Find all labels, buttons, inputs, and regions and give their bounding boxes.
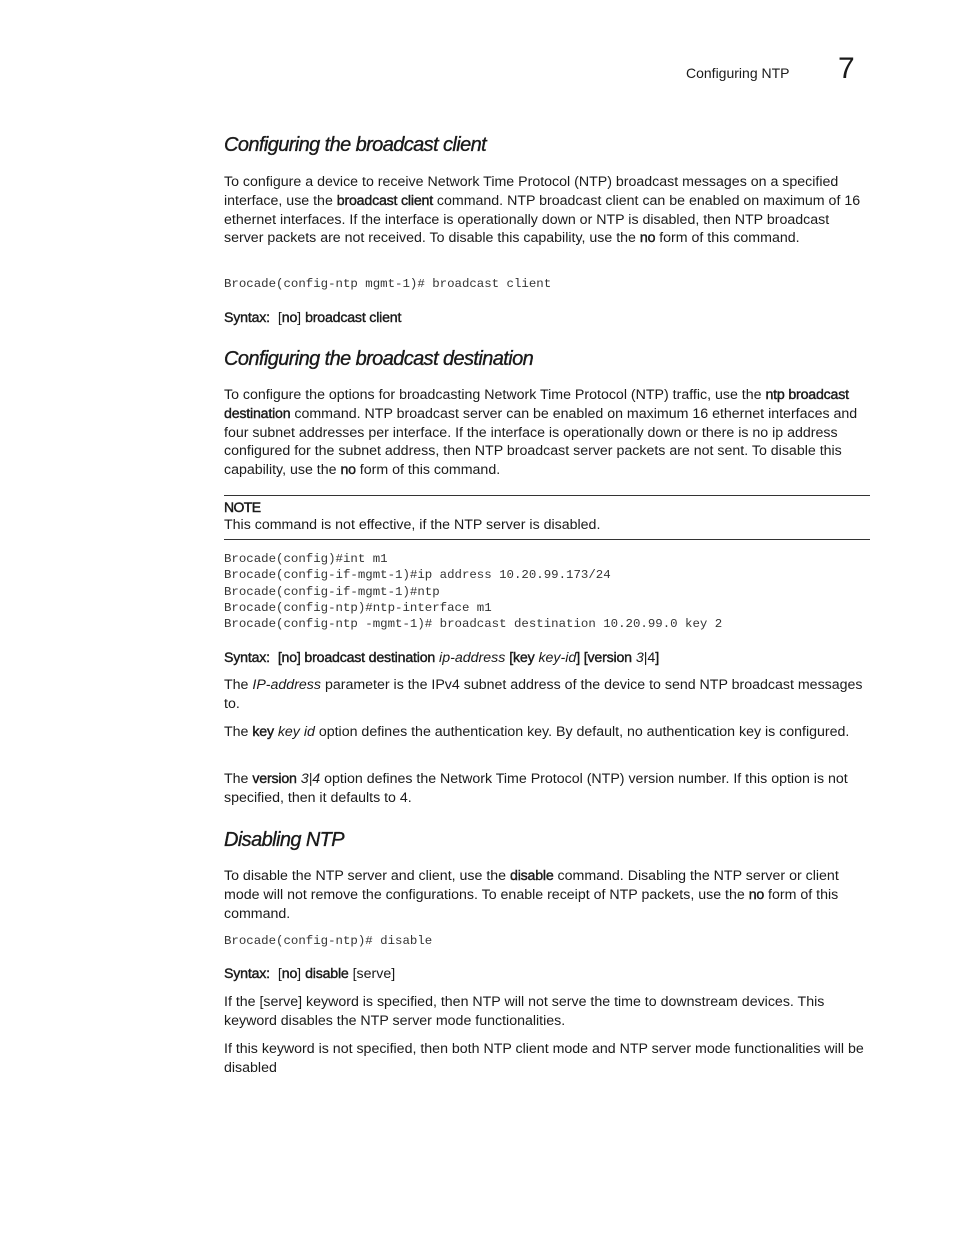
text: The — [224, 724, 253, 740]
syntax-broadcast-client — [224, 309, 870, 327]
command-keyword: ntp broadcast destination — [224, 387, 849, 422]
running-header-title: Configuring NTP — [686, 65, 790, 81]
parameter: key-id — [538, 650, 577, 666]
note-text: This command is not effective, if the NTP server is disabled. — [224, 517, 601, 533]
command-keyword: no — [281, 310, 298, 326]
parameter: key id — [277, 724, 315, 740]
paragraph-broadcast-client-intro — [224, 173, 870, 248]
parameter: 3 — [635, 650, 644, 666]
text: The — [224, 677, 253, 693]
heading-disabling-ntp: Disabling NTP — [224, 829, 345, 851]
heading-broadcast-destination: Configuring the broadcast destination — [224, 348, 534, 370]
paragraph-serve-keyword: If the [serve] keyword is specified, then NTP will not serve the time to downstream devices. This keyword disables the NTP server mode functionalities. — [224, 994, 825, 1029]
bracket: ] — [297, 966, 302, 982]
optional-keyword: [serve] — [352, 966, 396, 982]
bracket: [ — [277, 310, 282, 326]
text: form of this command. — [355, 462, 501, 479]
text: The — [224, 771, 253, 787]
note-top-rule — [224, 495, 870, 496]
code-example-disable: Brocade(config-ntp)# disable — [224, 934, 433, 948]
text: option defines the authentication key. By default, no authentication key is configured. — [314, 724, 850, 740]
command-keyword: [no] broadcast destination — [277, 650, 436, 666]
code-example-broadcast-client: Brocade(config-ntp mgmt-1)# broadcast client — [224, 277, 552, 291]
command-keyword: version — [252, 771, 297, 787]
paragraph-version — [224, 770, 870, 808]
separator: | — [643, 650, 648, 666]
paragraph-ip-address — [224, 676, 870, 714]
syntax-label: Syntax: — [224, 650, 270, 666]
note-label: NOTE — [224, 499, 261, 515]
command-keyword: key — [252, 724, 274, 740]
paragraph-broadcast-destination-intro — [224, 386, 870, 480]
text: parameter is the IPv4 subnet address of the device to send NTP broadcast messages to. — [224, 677, 863, 712]
command-keyword: disable — [305, 966, 349, 982]
text: To configure a device to receive Network Time Protocol (NTP) broadcast messages on a specified interface, use the — [224, 174, 839, 209]
command-keyword: no — [281, 966, 298, 982]
bracket: [ — [277, 966, 282, 982]
syntax-label: Syntax: — [224, 310, 270, 326]
text: form of this command. — [224, 886, 839, 922]
chapter-number: 7 — [838, 52, 855, 85]
command-keyword: [key — [509, 650, 535, 666]
paragraph-keyword-not-specified: If this keyword is not specified, then both NTP client mode and NTP server mode functionalities will be disabled — [224, 1041, 864, 1076]
text: command. NTP broadcast server can be enabled on maximum 16 ethernet interfaces and four subnet addresses per interface. If the interface is operationally down or there is no ip address configured for the subnet address, then NTP broadcast server packets are not sent. To disable this capability, use the — [224, 405, 858, 479]
command-keyword: ] — [655, 650, 660, 666]
syntax-broadcast-destination — [224, 649, 870, 667]
command-keyword: no — [639, 230, 656, 247]
command-keyword: broadcast client — [305, 310, 402, 326]
text: option defines the Network Time Protocol (NTP) version number. If this option is not specified, then it defaults to 4. — [224, 771, 848, 806]
paragraph-key-id — [224, 723, 870, 742]
code-example-broadcast-destination: Brocade(config)#int m1 Brocade(config-if-mgmt-1)#ip address 10.20.99.173/24 Brocade(config-if-mgmt-1)#ntp Brocade(config-ntp)#ntp-interface m1 Brocade(config-ntp -mgmt-1)# broadcast destination 10.20.99.0 key 2 — [224, 552, 723, 632]
text: To configure the options for broadcasting Network Time Protocol (NTP) traffic, use the — [224, 387, 766, 403]
text: To disable the NTP server and client, use the — [224, 868, 511, 884]
command-keyword: ] [version — [576, 650, 632, 666]
syntax-label: Syntax: — [224, 966, 270, 982]
parameter: IP-address — [252, 677, 321, 693]
parameter: 3|4 — [300, 771, 321, 787]
text: command. Disabling the NTP server or client mode will not remove the configurations. To enable receipt of NTP packets, use the — [224, 868, 839, 903]
parameter: 4 — [647, 650, 656, 666]
heading-broadcast-client: Configuring the broadcast client — [224, 134, 487, 156]
command-keyword: no — [748, 886, 765, 903]
note-bottom-rule — [224, 539, 870, 540]
command-keyword: broadcast client — [336, 192, 433, 209]
paragraph-disabling-ntp-intro — [224, 867, 870, 923]
text: form of this command. — [655, 230, 800, 247]
text: command. NTP broadcast client can be enabled on maximum of 16 ethernet interfaces. If the interface is operationally down or NTP is disabled, then NTP broadcast server packets are not received. To disable this capability, use the — [224, 192, 861, 247]
syntax-disable — [224, 965, 870, 983]
command-keyword: no — [340, 462, 356, 479]
bracket: ] — [297, 310, 302, 326]
command-keyword: disable — [510, 868, 554, 884]
parameter: ip-address — [439, 650, 506, 666]
